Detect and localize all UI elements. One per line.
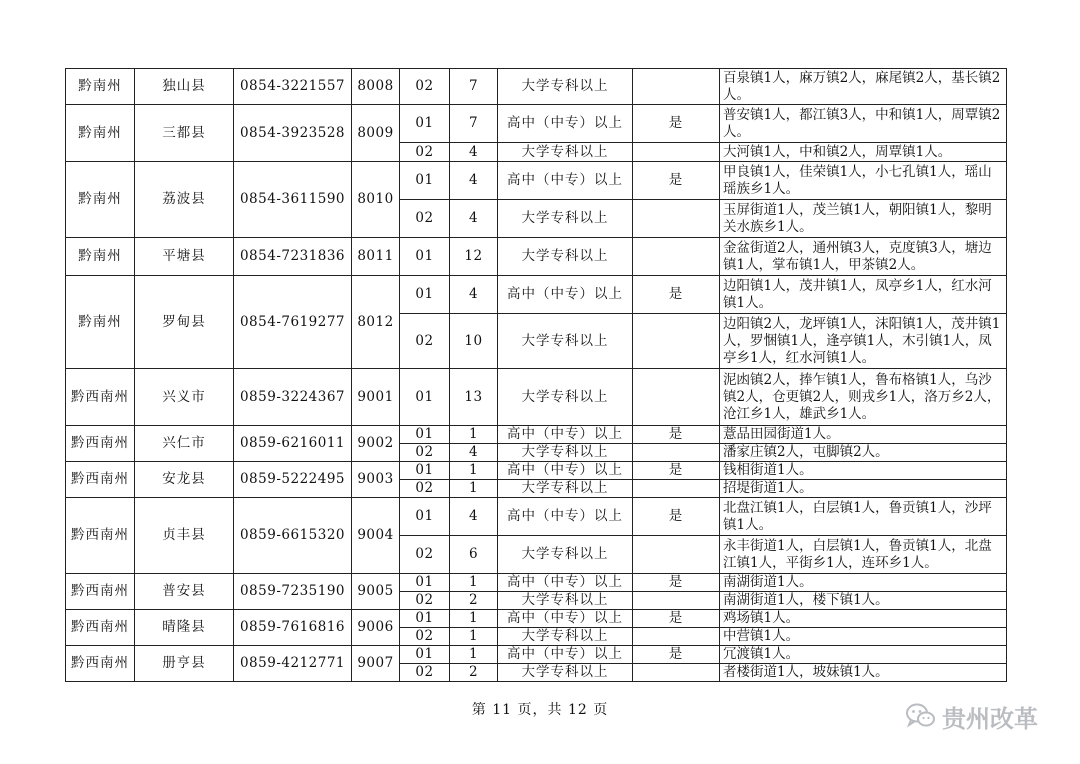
local-household-cell xyxy=(633,200,720,238)
county-cell: 普安县 xyxy=(135,574,234,610)
education-cell: 高中（中专）以上 xyxy=(498,462,633,480)
county-cell: 兴仁市 xyxy=(135,426,234,462)
education-cell: 大学专科以上 xyxy=(498,143,633,162)
position-no-cell: 02 xyxy=(400,314,450,369)
count-cell: 12 xyxy=(450,238,498,276)
table-row xyxy=(66,69,1007,105)
count-cell: 1 xyxy=(450,462,498,480)
prefecture-cell: 黔西南州 xyxy=(66,426,135,462)
county-cell: 安龙县 xyxy=(135,462,234,498)
county-cell: 独山县 xyxy=(135,69,234,105)
watermark xyxy=(906,700,1038,732)
count-cell: 1 xyxy=(450,574,498,592)
education-cell: 大学专科以上 xyxy=(498,592,633,610)
table-row xyxy=(66,498,1007,536)
prefecture-cell: 黔西南州 xyxy=(66,462,135,498)
prefecture-cell: 黔南州 xyxy=(66,162,135,238)
position-no-cell: 01 xyxy=(400,276,450,314)
watermark-text: 贵州改革 xyxy=(942,704,1038,733)
phone-cell: 0859-6216011 xyxy=(234,426,352,462)
count-cell: 4 xyxy=(450,200,498,238)
count-cell: 10 xyxy=(450,314,498,369)
local-household-cell: 是 xyxy=(633,610,720,628)
local-household-cell xyxy=(633,628,720,646)
code-cell: 8009 xyxy=(352,105,400,162)
education-cell: 大学专科以上 xyxy=(498,480,633,498)
local-household-cell xyxy=(633,143,720,162)
local-household-cell: 是 xyxy=(633,162,720,200)
education-cell: 大学专科以上 xyxy=(498,200,633,238)
county-cell: 贞丰县 xyxy=(135,498,234,574)
count-cell: 7 xyxy=(450,69,498,105)
phone-cell: 0854-3221557 xyxy=(234,69,352,105)
education-cell: 大学专科以上 xyxy=(498,314,633,369)
county-cell: 册亨县 xyxy=(135,646,234,682)
phone-cell: 0854-7619277 xyxy=(234,276,352,369)
recruitment-table xyxy=(65,68,1007,682)
location-cell: 南湖街道1人。 xyxy=(720,574,1007,592)
table-row xyxy=(66,646,1007,664)
education-cell: 高中（中专）以上 xyxy=(498,105,633,143)
local-household-cell: 是 xyxy=(633,574,720,592)
position-no-cell: 02 xyxy=(400,143,450,162)
position-no-cell: 01 xyxy=(400,498,450,536)
count-cell: 4 xyxy=(450,444,498,462)
count-cell: 6 xyxy=(450,536,498,574)
position-no-cell: 02 xyxy=(400,480,450,498)
table-row xyxy=(66,426,1007,444)
position-no-cell: 01 xyxy=(400,610,450,628)
count-cell: 1 xyxy=(450,628,498,646)
education-cell: 大学专科以上 xyxy=(498,628,633,646)
position-no-cell: 02 xyxy=(400,628,450,646)
county-cell: 晴隆县 xyxy=(135,610,234,646)
code-cell: 9007 xyxy=(352,646,400,682)
code-cell: 9004 xyxy=(352,498,400,574)
education-cell: 高中（中专）以上 xyxy=(498,276,633,314)
location-cell: 者楼街道1人，坡妹镇1人。 xyxy=(720,664,1007,682)
table-row xyxy=(66,162,1007,200)
phone-cell: 0854-7231836 xyxy=(234,238,352,276)
position-no-cell: 01 xyxy=(400,574,450,592)
location-cell: 金盆街道2人，通州镇3人，克度镇3人，塘边镇1人，掌布镇1人，甲茶镇2人。 xyxy=(720,238,1007,276)
education-cell: 高中（中专）以上 xyxy=(498,498,633,536)
prefecture-cell: 黔南州 xyxy=(66,105,135,162)
local-household-cell xyxy=(633,369,720,426)
code-cell: 8012 xyxy=(352,276,400,369)
table-row xyxy=(66,610,1007,628)
location-cell: 边阳镇2人，龙坪镇1人，沫阳镇1人，茂井镇1人，罗悃镇1人，逢亭镇1人，木引镇1人，凤亭乡1人，红水河镇1人。 xyxy=(720,314,1007,369)
position-no-cell: 02 xyxy=(400,592,450,610)
education-cell: 大学专科以上 xyxy=(498,536,633,574)
prefecture-cell: 黔南州 xyxy=(66,276,135,369)
local-household-cell: 是 xyxy=(633,462,720,480)
count-cell: 4 xyxy=(450,143,498,162)
location-cell: 冗渡镇1人。 xyxy=(720,646,1007,664)
prefecture-cell: 黔西南州 xyxy=(66,646,135,682)
education-cell: 大学专科以上 xyxy=(498,238,633,276)
prefecture-cell: 黔西南州 xyxy=(66,574,135,610)
local-household-cell: 是 xyxy=(633,276,720,314)
prefecture-cell: 黔西南州 xyxy=(66,610,135,646)
code-cell: 8010 xyxy=(352,162,400,238)
location-cell: 大河镇1人，中和镇2人，周覃镇1人。 xyxy=(720,143,1007,162)
local-household-cell xyxy=(633,69,720,105)
position-no-cell: 01 xyxy=(400,369,450,426)
location-cell: 边阳镇1人，茂井镇1人，凤亭乡1人，红水河镇1人。 xyxy=(720,276,1007,314)
code-cell: 9006 xyxy=(352,610,400,646)
education-cell: 大学专科以上 xyxy=(498,369,633,426)
local-household-cell: 是 xyxy=(633,105,720,143)
location-cell: 玉屏街道1人，茂兰镇1人，朝阳镇1人，黎明关水族乡1人。 xyxy=(720,200,1007,238)
local-household-cell: 是 xyxy=(633,426,720,444)
position-no-cell: 02 xyxy=(400,200,450,238)
code-cell: 9002 xyxy=(352,426,400,462)
location-cell: 薏品田园街道1人。 xyxy=(720,426,1007,444)
position-no-cell: 01 xyxy=(400,238,450,276)
position-no-cell: 01 xyxy=(400,462,450,480)
wechat-icon xyxy=(906,703,936,729)
phone-cell: 0854-3923528 xyxy=(234,105,352,162)
education-cell: 高中（中专）以上 xyxy=(498,162,633,200)
local-household-cell: 是 xyxy=(633,646,720,664)
education-cell: 大学专科以上 xyxy=(498,664,633,682)
location-cell: 潘家庄镇2人，屯脚镇2人。 xyxy=(720,444,1007,462)
county-cell: 平塘县 xyxy=(135,238,234,276)
education-cell: 高中（中专）以上 xyxy=(498,426,633,444)
education-cell: 高中（中专）以上 xyxy=(498,610,633,628)
count-cell: 1 xyxy=(450,480,498,498)
position-no-cell: 01 xyxy=(400,426,450,444)
phone-cell: 0859-5222495 xyxy=(234,462,352,498)
location-cell: 南湖街道1人，楼下镇1人。 xyxy=(720,592,1007,610)
phone-cell: 0859-7235190 xyxy=(234,574,352,610)
code-cell: 8011 xyxy=(352,238,400,276)
location-cell: 钱相街道1人。 xyxy=(720,462,1007,480)
local-household-cell xyxy=(633,480,720,498)
county-cell: 罗甸县 xyxy=(135,276,234,369)
prefecture-cell: 黔西南州 xyxy=(66,369,135,426)
prefecture-cell: 黔南州 xyxy=(66,69,135,105)
table-row xyxy=(66,276,1007,314)
county-cell: 荔波县 xyxy=(135,162,234,238)
table-row xyxy=(66,574,1007,592)
count-cell: 13 xyxy=(450,369,498,426)
code-cell: 8008 xyxy=(352,69,400,105)
phone-cell: 0859-7616816 xyxy=(234,610,352,646)
local-household-cell xyxy=(633,664,720,682)
location-cell: 泥凼镇2人，捧乍镇1人，鲁布格镇1人，乌沙镇2人，仓更镇2人，则戎乡1人，洛万乡2人，沧江乡1人，雄武乡1人。 xyxy=(720,369,1007,426)
count-cell: 2 xyxy=(450,664,498,682)
position-no-cell: 01 xyxy=(400,105,450,143)
position-no-cell: 02 xyxy=(400,664,450,682)
page-number: 第 11 页，共 12 页 xyxy=(471,702,609,718)
count-cell: 4 xyxy=(450,162,498,200)
table-row xyxy=(66,462,1007,480)
local-household-cell xyxy=(633,238,720,276)
count-cell: 1 xyxy=(450,426,498,444)
count-cell: 2 xyxy=(450,592,498,610)
location-cell: 招堤街道1人。 xyxy=(720,480,1007,498)
local-household-cell xyxy=(633,592,720,610)
prefecture-cell: 黔南州 xyxy=(66,238,135,276)
code-cell: 9005 xyxy=(352,574,400,610)
table-row xyxy=(66,369,1007,426)
location-cell: 百泉镇1人，麻万镇2人，麻尾镇2人，基长镇2人。 xyxy=(720,69,1007,105)
prefecture-cell: 黔西南州 xyxy=(66,498,135,574)
position-no-cell: 02 xyxy=(400,444,450,462)
code-cell: 9003 xyxy=(352,462,400,498)
local-household-cell xyxy=(633,536,720,574)
county-cell: 三都县 xyxy=(135,105,234,162)
count-cell: 4 xyxy=(450,498,498,536)
position-no-cell: 02 xyxy=(400,69,450,105)
table-row xyxy=(66,238,1007,276)
position-no-cell: 01 xyxy=(400,162,450,200)
phone-cell: 0859-4212771 xyxy=(234,646,352,682)
count-cell: 7 xyxy=(450,105,498,143)
location-cell: 永丰街道1人，白层镇1人，鲁贡镇1人，北盘江镇1人，平街乡1人，连环乡1人。 xyxy=(720,536,1007,574)
county-cell: 兴义市 xyxy=(135,369,234,426)
count-cell: 1 xyxy=(450,610,498,628)
education-cell: 高中（中专）以上 xyxy=(498,574,633,592)
local-household-cell xyxy=(633,444,720,462)
local-household-cell xyxy=(633,314,720,369)
education-cell: 大学专科以上 xyxy=(498,444,633,462)
education-cell: 高中（中专）以上 xyxy=(498,646,633,664)
location-cell: 普安镇1人，都江镇3人，中和镇1人，周覃镇2人。 xyxy=(720,105,1007,143)
local-household-cell: 是 xyxy=(633,498,720,536)
position-no-cell: 01 xyxy=(400,646,450,664)
phone-cell: 0859-3224367 xyxy=(234,369,352,426)
location-cell: 中营镇1人。 xyxy=(720,628,1007,646)
location-cell: 甲良镇1人，佳荣镇1人，小七孔镇1人，瑶山瑶族乡1人。 xyxy=(720,162,1007,200)
phone-cell: 0859-6615320 xyxy=(234,498,352,574)
count-cell: 1 xyxy=(450,646,498,664)
phone-cell: 0854-3611590 xyxy=(234,162,352,238)
location-cell: 鸡场镇1人。 xyxy=(720,610,1007,628)
position-no-cell: 02 xyxy=(400,536,450,574)
code-cell: 9001 xyxy=(352,369,400,426)
location-cell: 北盘江镇1人，白层镇1人，鲁贡镇1人，沙坪镇1人。 xyxy=(720,498,1007,536)
education-cell: 大学专科以上 xyxy=(498,69,633,105)
table-row xyxy=(66,105,1007,143)
count-cell: 4 xyxy=(450,276,498,314)
